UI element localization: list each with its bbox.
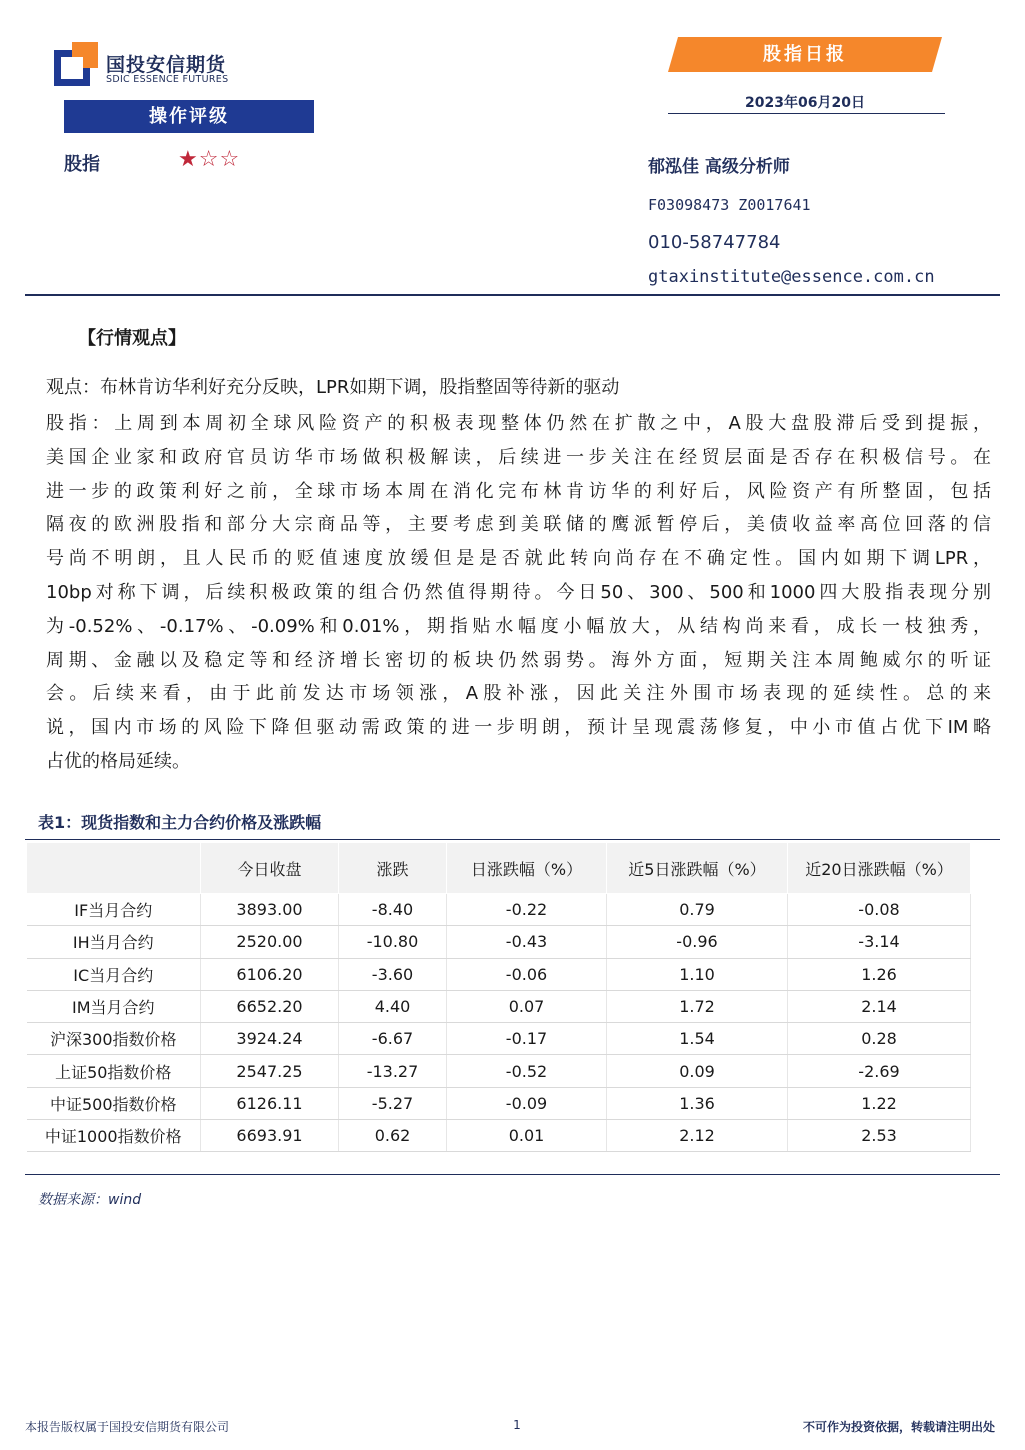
viewpoint-summary: 观点：布林肯访华利好充分反映，LPR如期下调，股指整固等待新的驱动 [46, 377, 620, 398]
table-cell: 2520.00 [201, 926, 339, 958]
row-label: 中证500指数价格 [27, 1087, 201, 1119]
table-cell: 1.54 [607, 1023, 788, 1055]
table-cell: 0.79 [607, 894, 788, 926]
section-heading: 【行情观点】 [78, 328, 186, 349]
row-label: IF当月合约 [27, 894, 201, 926]
table-bottom-rule [25, 1174, 1000, 1175]
table-cell: -10.80 [339, 926, 447, 958]
table-cell: 0.07 [447, 990, 607, 1022]
table-cell: 2.12 [607, 1120, 788, 1152]
table-cell: 2.53 [788, 1120, 971, 1152]
table-cell: -0.43 [447, 926, 607, 958]
row-label: 沪深300指数价格 [27, 1023, 201, 1055]
analyst-phone: 010-58747784 [648, 232, 781, 253]
table-row [27, 990, 971, 1022]
table-cell: 6693.91 [201, 1120, 339, 1152]
column-header [27, 843, 201, 894]
table-cell: -2.69 [788, 1055, 971, 1087]
table-cell: 6126.11 [201, 1087, 339, 1119]
table-cell: 1.72 [607, 990, 788, 1022]
paragraph-line: 会。后续来看，由于此前发达市场领涨，A股补涨，因此关注外围市场表现的延续性。总的来 [46, 683, 991, 705]
analyst-cert: F03098473 Z0017641 [648, 196, 811, 214]
report-type-label: 股指日报 [763, 44, 847, 65]
table-cell: -0.09 [447, 1087, 607, 1119]
report-date: 2023年06月20日 [745, 95, 865, 111]
table-row [27, 926, 971, 958]
paragraph-line: 股指：上周到本周初全球风险资产的积极表现整体仍然在扩散之中，A股大盘股滞后受到提振， [46, 413, 991, 434]
data-source: 数据来源：wind [38, 1192, 142, 1208]
table-cell: 2.14 [788, 990, 971, 1022]
page-number: 1 [513, 1418, 521, 1432]
rating-label: 股指 [64, 154, 100, 175]
table-cell: 4.40 [339, 990, 447, 1022]
company-name-en: SDIC ESSENCE FUTURES [106, 74, 229, 85]
table-cell: 3893.00 [201, 894, 339, 926]
row-label: IM当月合约 [27, 990, 201, 1022]
table-cell: 0.28 [788, 1023, 971, 1055]
table-cell: -0.17 [447, 1023, 607, 1055]
paragraph-line: 为-0.52%、-0.17%、-0.09%和0.01%，期指贴水幅度小幅放大，从结构尚来看，成长一枝独秀， [46, 615, 991, 637]
table-cell: -3.60 [339, 958, 447, 990]
paragraph-line: 10bp对称下调，后续积极政策的组合仍然值得期待。今日50、300、500和1000四大股指表现分别 [46, 581, 991, 603]
column-header: 近20日涨跌幅（%） [788, 843, 971, 894]
table-row [27, 1120, 971, 1152]
column-header: 日涨跌幅（%） [447, 843, 607, 894]
paragraph-line: 美国企业家和政府官员访华市场做积极解读，后续进一步关注在经贸层面是否存在积极信号。在 [46, 446, 991, 468]
paragraph-line: 周期、金融以及稳定等和经济增长密切的板块仍然弱势。海外方面，短期关注本周鲍威尔的听证 [46, 649, 991, 671]
price-table [26, 842, 970, 1152]
table-cell: 1.22 [788, 1087, 971, 1119]
table-cell: 0.62 [339, 1120, 447, 1152]
column-header: 涨跌 [339, 843, 447, 894]
table-title: 表1：现货指数和主力合约价格及涨跌幅 [38, 813, 322, 832]
table-cell: -0.06 [447, 958, 607, 990]
analyst-email[interactable]: gtaxinstitute@essence.com.cn [648, 267, 935, 287]
company-name-cn: 国投安信期货 [106, 54, 227, 76]
table-cell: 0.01 [447, 1120, 607, 1152]
footer-copyright: 本报告版权属于国投安信期货有限公司 [25, 1420, 230, 1434]
table-cell: 3924.24 [201, 1023, 339, 1055]
table-top-rule [25, 839, 1000, 840]
paragraph-line: 占优的格局延续。 [46, 750, 190, 772]
table-cell: -0.52 [447, 1055, 607, 1087]
table-cell: 2547.25 [201, 1055, 339, 1087]
table-row [27, 1087, 971, 1119]
table-cell: -5.27 [339, 1087, 447, 1119]
header-divider [25, 294, 1000, 296]
table-cell: -8.40 [339, 894, 447, 926]
footer-disclaimer: 不可作为投资依据，转载请注明出处 [802, 1420, 995, 1434]
rating-stars: ★☆☆ [178, 147, 241, 172]
column-header: 今日收盘 [201, 843, 339, 894]
table-cell: 1.36 [607, 1087, 788, 1119]
paragraph-line: 进一步的政策利好之前，全球市场本周在消化完布林肯访华的利好后，风险资产有所整固，包括 [46, 480, 991, 502]
table-row [27, 894, 971, 926]
table-cell: 6106.20 [201, 958, 339, 990]
table-cell: 1.26 [788, 958, 971, 990]
table-row [27, 1023, 971, 1055]
table-cell: 1.10 [607, 958, 788, 990]
table-cell: -0.96 [607, 926, 788, 958]
report-type-banner [668, 37, 942, 72]
paragraph-line: 号尚不明朗，且人民币的贬值速度放缓但是是否就此转向尚存在不确定性。国内如期下调LPR， [46, 548, 991, 570]
column-header: 近5日涨跌幅（%） [607, 843, 788, 894]
company-logo-icon [54, 42, 98, 86]
row-label: 上证50指数价格 [27, 1055, 201, 1087]
paragraph-line: 隔夜的欧洲股指和部分大宗商品等，主要考虑到美联储的鹰派暂停后，美债收益率高位回落的信 [46, 514, 991, 536]
table-body [27, 894, 971, 1152]
table-cell: 0.09 [607, 1055, 788, 1087]
table-cell: -0.22 [447, 894, 607, 926]
rating-band: 操作评级 [64, 100, 314, 133]
table-cell: -6.67 [339, 1023, 447, 1055]
table-row [27, 958, 971, 990]
market-analysis-paragraph [46, 407, 991, 779]
paragraph-line: 说，国内市场的风险下降但驱动需政策的进一步明朗，预计呈现震荡修复，中小市值占优下IM略 [46, 717, 991, 739]
table-row [27, 1055, 971, 1087]
row-label: IC当月合约 [27, 958, 201, 990]
date-divider [668, 113, 945, 114]
row-label: IH当月合约 [27, 926, 201, 958]
table-cell: -0.08 [788, 894, 971, 926]
row-label: 中证1000指数价格 [27, 1120, 201, 1152]
table-cell: 6652.20 [201, 990, 339, 1022]
table-cell: -13.27 [339, 1055, 447, 1087]
table-cell: -3.14 [788, 926, 971, 958]
analyst-name: 郁泓佳 高级分析师 [648, 157, 790, 177]
table-header-row [27, 843, 971, 894]
